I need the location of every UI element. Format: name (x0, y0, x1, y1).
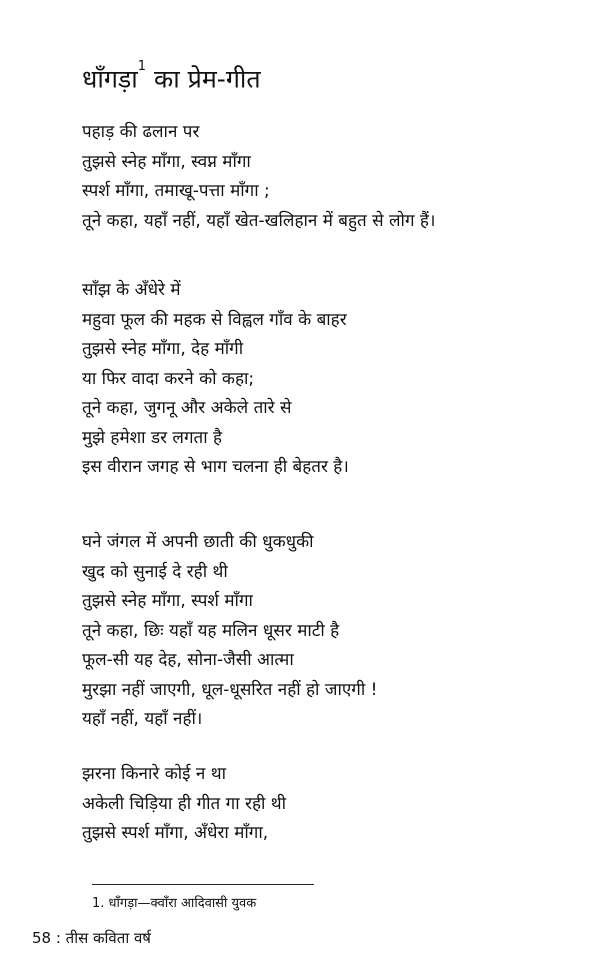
poem-line: तुझसे स्नेह माँगा, स्पर्श माँगा (82, 591, 253, 611)
stanza-4 (82, 760, 582, 849)
poem-line: तूने कहा, यहाँ नहीं, यहाँ खेत-खलिहान में बहुत से लोग हैं। (82, 210, 436, 231)
poem-line: मुझे हमेशा डर लगता है (82, 427, 223, 448)
poem-line: तुझसे स्पर्श माँगा, अँधेरा माँगा, (82, 823, 269, 843)
page-folio: 58 : तीस कविता वर्ष (32, 929, 151, 947)
poem-line: तुझसे स्नेह माँगा, स्वप्न माँगा (82, 151, 251, 172)
poem-title (82, 58, 261, 96)
poem-title-suffix: का प्रेम-गीत (146, 64, 261, 94)
poem-line: फूल-सी यह देह, सोना-जैसी आत्मा (82, 650, 294, 670)
poem-line: या फिर वादा करने को कहा; (82, 368, 255, 389)
poem-line: तूने कहा, जुगनू और अकेले तारे से (82, 398, 292, 418)
poem-line: पहाड़ की ढलान पर (82, 122, 200, 142)
poem-title-word: धाँगड़ा (82, 64, 138, 94)
footnote-marker: 1 (137, 59, 147, 74)
poem-line: यहाँ नहीं, यहाँ नहीं। (82, 709, 203, 729)
footnote-divider (92, 884, 314, 885)
poem-line: झरना किनारे कोई न था (82, 764, 227, 784)
stanza-1 (82, 118, 582, 236)
stanza-2 (82, 276, 582, 483)
poem-line: मुरझा नहीं जाएगी, धूल-धूसरित नहीं हो जाएगी ! (82, 679, 378, 700)
poem-line: इस वीरान जगह से भाग चलना ही बेहतर है। (82, 457, 349, 477)
poem-line: अकेली चिड़िया ही गीत गा रही थी (82, 793, 287, 814)
stanza-3 (82, 528, 582, 735)
poem-line: खुद को सुनाई दे रही थी (82, 561, 228, 582)
poem-line: साँझ के अँधेरे में (82, 280, 181, 300)
poem-line: घने जंगल में अपनी छाती की धुकधुकी (82, 532, 314, 552)
poem-line: महुवा फूल की महक से विह्वल गाँव के बाहर (82, 309, 347, 330)
poem-line: स्पर्श माँगा, तमाखू-पत्ता माँगा ; (82, 181, 270, 201)
poem-line: तुझसे स्नेह माँगा, देह माँगी (82, 339, 244, 359)
footnote: 1. धाँगड़ा—क्वाँरा आदिवासी युवक (92, 896, 257, 911)
poem-line: तूने कहा, छिः यहाँ यह मलिन धूसर माटी है (82, 620, 340, 641)
